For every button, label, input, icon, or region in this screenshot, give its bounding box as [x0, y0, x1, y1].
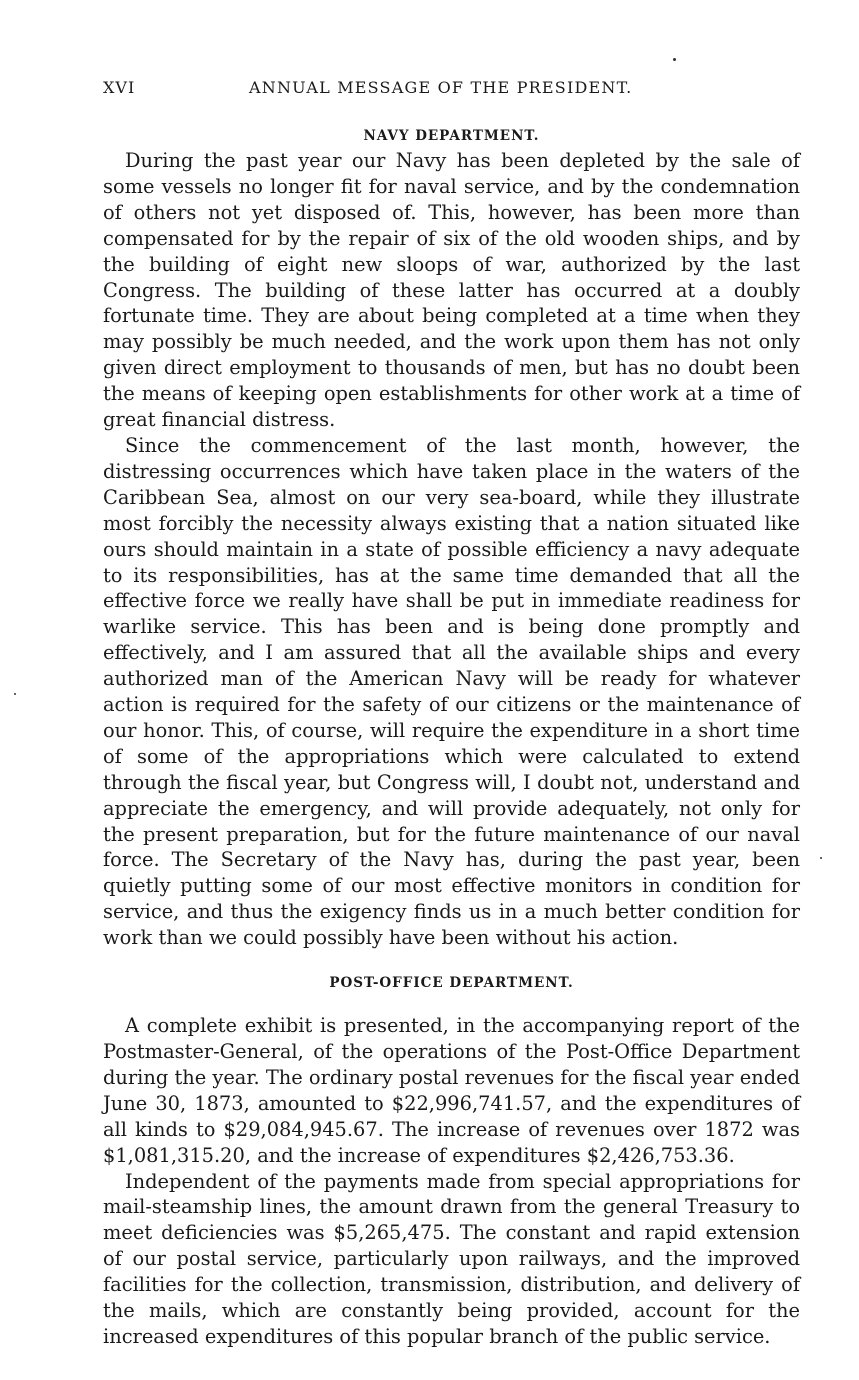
navy-department-section [103, 124, 800, 951]
running-header [103, 78, 800, 104]
section-heading-post-office: POST-OFFICE DEPARTMENT. [329, 975, 574, 992]
print-speck [820, 857, 822, 859]
section-heading-navy: NAVY DEPARTMENT. [363, 128, 540, 144]
post-office-paragraph-1: A complete exhibit is presented, in the accompanying report of the Postmaster-General, of the operations of the Post-Office Department during the year. The ordinary postal revenues for the fiscal year ended June 30, 1873, amounted to $22,996,741.57, and the expenditures of all kinds to $29,084,945.67. The increase of revenues over 1872 was $1,081,315.20, and the increase of expenditures $2,426,753.36. [103, 1014, 800, 1167]
running-title: ANNUAL MESSAGE OF THE PRESIDENT. [249, 78, 633, 97]
document-page [103, 78, 800, 1350]
print-speck [673, 58, 676, 61]
post-office-department-section [103, 969, 800, 1350]
page-number: XVI [103, 78, 136, 97]
navy-paragraph-1: During the past year our Navy has been depleted by the sale of some vessels no longer fit for naval service, and by the condemnation of others not yet disposed of. This, however, has been more than compensated for by the repair of six of the old wooden ships, and by the building of eight new sloops of war, authorized by the last Congress. The building of these latter has occurred at a doubly fortunate time. They are about being completed at a time when they may possibly be much needed, and the work upon them has not only given direct employment to thousands of men, but has no doubt been the means of keeping open establishments for other work at a time of great financial distress. [103, 149, 800, 432]
navy-paragraph-2: Since the commencement of the last month, however, the distressing occurrences which have taken place in the waters of the Caribbean Sea, almost on our very sea-board, while they illustrate most forcibly the necessity always existing that a nation situated like ours should maintain in a state of possible efficiency a navy adequate to its responsibilities, has at the same time demanded that all the effective force we really have shall be put in immediate readiness for warlike service. This has been and is being done promptly and effectively, and I am assured that all the available ships and every authorized man of the American Navy will be ready for whatever action is required for the safety of our citizens or the maintenance of our honor. This, of course, will require the expenditure in a short time of some of the appropriations which were calculated to extend through the fiscal year, but Congress will, I doubt not, understand and appreciate the emergency, and will provide adequately, not only for the present preparation, but for the future maintenance of our naval force. The Secretary of the Navy has, during the past year, been quietly putting some of our most effective monitors in condition for service, and thus the exigency finds us in a much better condition for work than we could possibly have been without his action. [103, 433, 800, 950]
post-office-paragraph-2: Independent of the payments made from special appropriations for mail-steamship lines, the amount drawn from the general Treasury to meet deficiencies was $5,265,475. The constant and rapid extension of our postal service, particularly upon railways, and the improved facilities for the collection, transmission, distribution, and delivery of the mails, which are constantly being provided, account for the increased expenditures of this popular branch of the public service. [103, 1169, 800, 1348]
print-speck [14, 693, 16, 695]
